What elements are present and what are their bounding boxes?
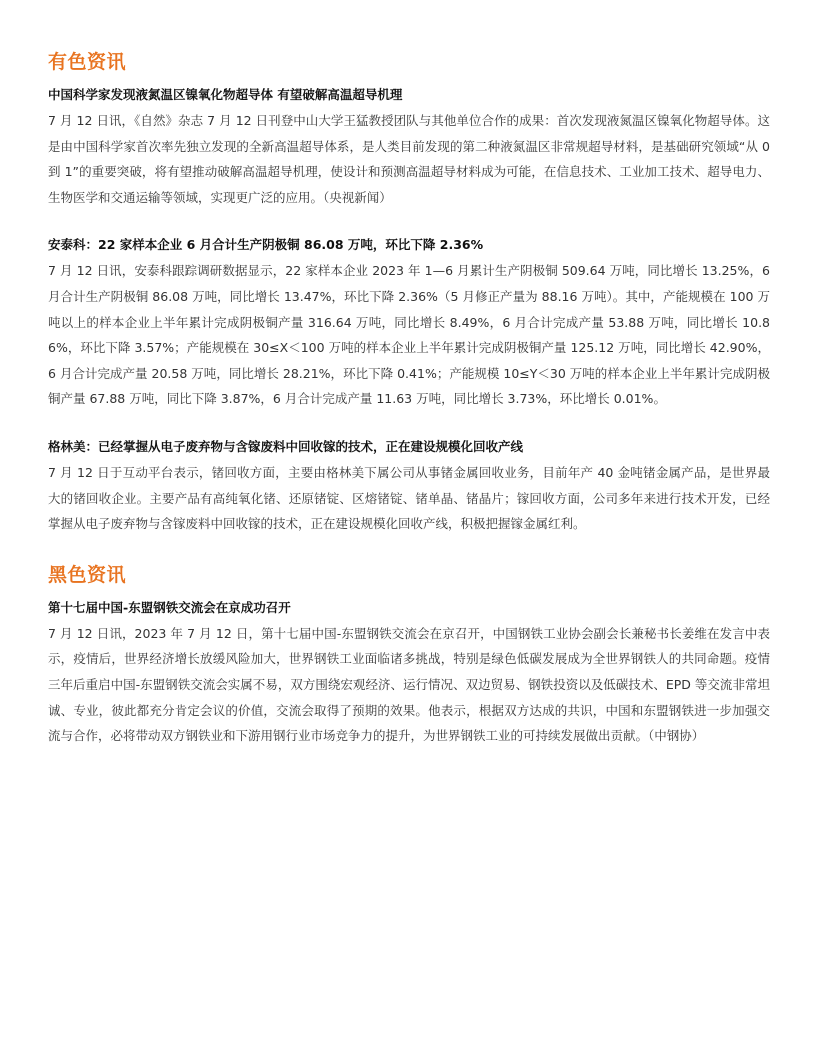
article-body: 7 月 12 日讯，安泰科跟踪调研数据显示，22 家样本企业 2023 年 1—6 月累计生产阴极铜 509.64 万吨，同比增长 13.25%，6 月合计生产阴极铜 86.08 万吨，同比增长 13.47%，环比下降 2.36%（5 月修正产量为 88.16 万吨）。其中，产能规模在 100 万吨以上的样本企业上半年累计完成阴极铜产量 316.64 万吨，同比增长 8.49%，6 月合计完成产量 53.88 万吨，同比增长 10.86%，环比下降 3.57%；产能规模在 30≤X＜100 万吨的样本企业上半年累计完成阴极铜产量 125.12 万吨，同比增长 42.90%，6 月合计完成产量 20.58 万吨，同比增长 28.21%，环比下降 0.41%；产能规模 10≤Y＜30 万吨的样本企业上半年累计完成阴极铜产量 67.88 万吨，同比下降 3.87%，6 月合计完成产量 11.63 万吨，同比增长 3.73%，环比增长 0.01%。	[48, 263, 770, 407]
article-body: 7 月 12 日讯，2023 年 7 月 12 日，第十七届中国-东盟钢铁交流会在京召开，中国钢铁工业协会副会长兼秘书长姜维在发言中表示，疫情后，世界经济增长放缓风险加大，世界钢铁工业面临诸多挑战，特别是绿色低碳发展成为全世界钢铁人的共同命题。疫情三年后重启中国-东盟钢铁交流会实属不易，双方围绕宏观经济、运行情况、双边贸易、钢铁投资以及低碳技术、EPD 等交流非常坦诚、专业，彼此都充分肯定会议的价值，交流会取得了预期的效果。他表示，根据双方达成的共识，中国和东盟钢铁进一步加强交流与合作，必将带动双方钢铁业和下游用钢行业市场竞争力的提升，为世界钢铁工业的可持续发展做出贡献。（中钢协）	[48, 625, 770, 744]
section-ferrous	[48, 561, 770, 749]
section-nonferrous	[48, 48, 770, 537]
article-title: 安泰科：22 家样本企业 6 月合计生产阴极铜 86.08 万吨，环比下降 2.36%	[48, 237, 484, 253]
article	[48, 234, 770, 412]
article-title: 第十七届中国-东盟钢铁交流会在京成功召开	[48, 599, 291, 615]
article	[48, 84, 770, 210]
section-title: 黑色资讯	[48, 563, 127, 586]
article-title: 格林美：已经掌握从电子废弃物与含镓废料中回收镓的技术，正在建设规模化回收产线	[48, 438, 524, 454]
article-title: 中国科学家发现液氮温区镍氧化物超导体 有望破解高温超导机理	[48, 87, 403, 102]
document-page	[48, 48, 770, 773]
article	[48, 436, 770, 537]
article	[48, 597, 770, 749]
section-title: 有色资讯	[48, 51, 127, 73]
article-body: 7 月 12 日讯，《自然》杂志 7 月 12 日刊登中山大学王猛教授团队与其他单位合作的成果：首次发现液氮温区镍氧化物超导体。这是由中国科学家首次率先独立发现的全新高温超导体系，是人类目前发现的第二种液氮温区非常规超导材料，是基础研究领域“从 0 到 1”的重要突破，将有望推动破解高温超导机理，使设计和预测高温超导材料成为可能，在信息技术、工业加工技术、超导电力、生物医学和交通运输等领域，实现更广泛的应用。（央视新闻）	[48, 113, 770, 205]
article-body: 7 月 12 日于互动平台表示，锗回收方面，主要由格林美下属公司从事锗金属回收业务，目前年产 40 金吨锗金属产品，是世界最大的锗回收企业。主要产品有高纯氧化锗、还原锗锭、区熔锗锭、锗单晶、锗晶片；镓回收方面，公司多年来进行技术开发，已经掌握从电子废弃物与含镓废料中回收镓的技术，正在建设规模化回收产线，积极把握镓金属红利。	[48, 464, 770, 532]
